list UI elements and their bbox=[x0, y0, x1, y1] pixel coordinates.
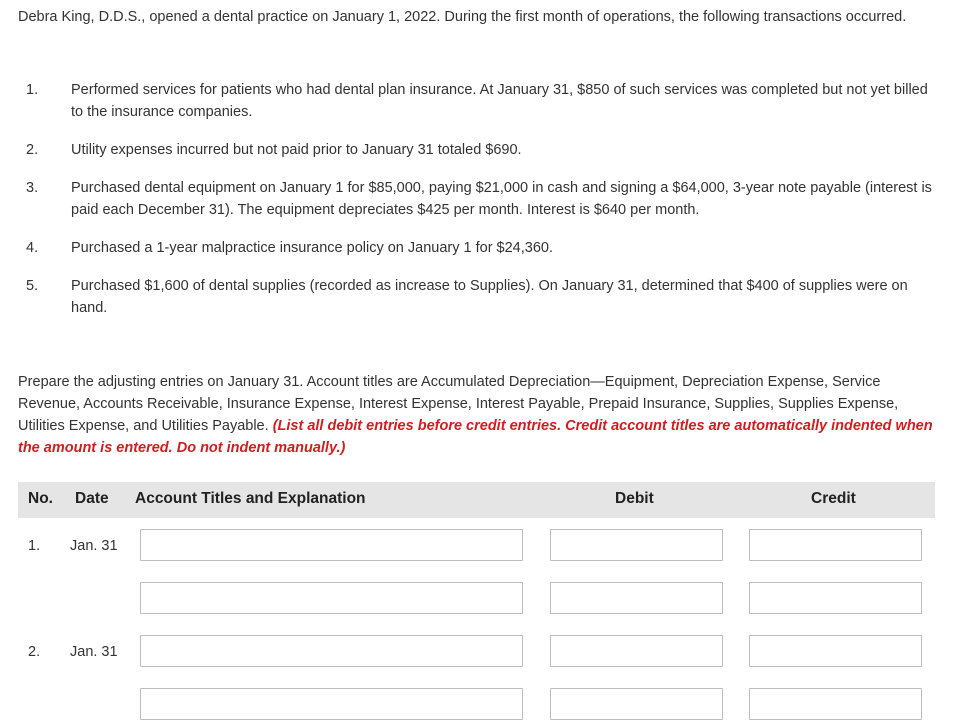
header-date: Date bbox=[75, 490, 109, 507]
instructions-note: (List all debit entries before credit entries. Credit account titles are automatically indented when the amount is entered. Do not indent manually.) bbox=[18, 418, 933, 456]
credit-input[interactable] bbox=[749, 582, 922, 614]
account-title-input[interactable] bbox=[140, 635, 523, 667]
problem-intro: Debra King, D.D.S., opened a dental practice on January 1, 2022. During the first month of operations, the following transactions occurred. bbox=[18, 9, 907, 25]
account-title-input[interactable] bbox=[140, 582, 523, 614]
debit-input[interactable] bbox=[550, 688, 723, 720]
item-number: 5. bbox=[26, 278, 39, 294]
item-text: Performed services for patients who had dental plan insurance. At January 31, $850 of such services was completed but not yet billed to the insurance companies. bbox=[71, 82, 928, 120]
item-number: 2. bbox=[26, 142, 39, 158]
debit-input[interactable] bbox=[550, 635, 723, 667]
header-debit: Debit bbox=[615, 490, 654, 507]
instructions bbox=[18, 371, 943, 459]
entry-number: 2. bbox=[28, 644, 41, 660]
instructions-main: Prepare the adjusting entries on January 31. Account titles are Accumulated Depreciation—Equipment, Depreciation Expense, Service Revenue, Accounts Receivable, Insurance Expense, Interest Expense, Interest Payable, Prepaid Insurance, Supplies, Supplies Expense, Utilities Expense, and Utilities Payable. bbox=[18, 374, 899, 434]
item-text: Utility expenses incurred but not paid prior to January 31 totaled $690. bbox=[71, 142, 522, 158]
credit-input[interactable] bbox=[749, 529, 922, 561]
item-number: 4. bbox=[26, 240, 39, 256]
account-title-input[interactable] bbox=[140, 688, 523, 720]
header-credit: Credit bbox=[811, 490, 856, 507]
item-text: Purchased a 1-year malpractice insurance policy on January 1 for $24,360. bbox=[71, 240, 553, 256]
debit-input[interactable] bbox=[550, 529, 723, 561]
item-number: 3. bbox=[26, 180, 39, 196]
item-number: 1. bbox=[26, 82, 39, 98]
entry-date: Jan. 31 bbox=[70, 538, 118, 554]
entry-number: 1. bbox=[28, 538, 41, 554]
item-text: Purchased $1,600 of dental supplies (recorded as increase to Supplies). On January 31, determined that $400 of supplies were on hand. bbox=[71, 278, 908, 316]
credit-input[interactable] bbox=[749, 688, 922, 720]
debit-input[interactable] bbox=[550, 582, 723, 614]
item-text: Purchased dental equipment on January 1 for $85,000, paying $21,000 in cash and signing a $64,000, 3-year note payable (interest is paid each December 31). The equipment depreciates $425 per month. Interest is $640 per month. bbox=[71, 180, 932, 218]
header-account: Account Titles and Explanation bbox=[135, 490, 366, 507]
entry-date: Jan. 31 bbox=[70, 644, 118, 660]
credit-input[interactable] bbox=[749, 635, 922, 667]
journal-table-header bbox=[18, 482, 935, 518]
account-title-input[interactable] bbox=[140, 529, 523, 561]
header-no: No. bbox=[28, 490, 53, 507]
